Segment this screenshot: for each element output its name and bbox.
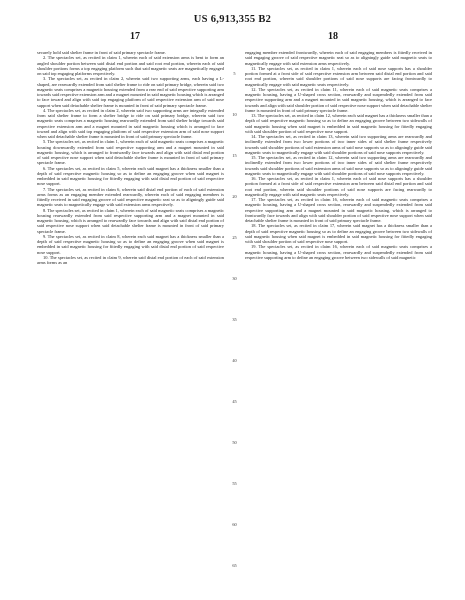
line-number: 5	[233, 71, 236, 76]
claim-paragraph: 17. The spectacles set, as recited in claim 16, wherein each of said magnetic seats comprises a magnetic housing, having a U-shaped cross section, rearwardly and suspendedly extended from said respective supporting arm and a magnet mounted in said magnetic housing, which is arranged to frontwardly face towards and align with said shoulder portion of said respective nose support when said detachable shelter frame is mounted in front of said primary spectacle frame.	[245, 197, 432, 223]
patent-number: US 6,913,355 B2	[193, 14, 272, 25]
line-number: 60	[232, 522, 237, 527]
line-number: 50	[232, 440, 237, 445]
line-number: 45	[232, 399, 237, 404]
claim-paragraph: 15. The spectacles set, as recited in claim 12, wherein said two supporting arms are rearwardly and inclinedly extended from two lower portions of two inner sides of said shelter frame respectively towards said shoulder portions of said extension arms of said nose supports so as to aligningly guide said magnetic seats to magnetically engage with said shoulder portions of said nose supports respectively.	[245, 155, 432, 176]
claim-paragraph: 12. The spectacles set, as recited in claim 11, wherein each of said magnetic seats comprises a magnetic housing, having a U-shaped cross section, rearwardly and suspendedly extended from said respective supporting arm and a magnet mounted in said magnetic housing, which is arranged to face towards and align with said shoulder portion of said respective nose support when said detachable shelter frame is mounted in front of said primary spectacle frame.	[245, 86, 432, 113]
line-number: 55	[232, 481, 237, 486]
right-column-text	[245, 50, 432, 260]
claim-paragraph: 13. The spectacles set, as recited in claim 12, wherein each said magnet has a thickness smaller than a depth of said respective magnetic housing so as to define an engaging groove between two sidewalls of said magnetic housing when said magnet is embedded in said magnetic housing for fittedly engaging with said shoulder portion of said respective nose support.	[245, 113, 432, 134]
claim-paragraph: 19. The spectacles set, as recited in claim 16, wherein each of said magnetic seats comprises a magnetic housing, having a U-shaped cross section, rearwardly and suspendedly extended from said respective supporting arm to define an engaging groove between two sidewalls of said magnetic	[245, 244, 432, 260]
claim-paragraph: 8. The spectacles set, as recited in claim 1, wherein each of said magnetic seats comprises a magnetic housing rearwardly extended from said respective supporting arm and a magnet mounted in said magnetic housing, which is arranged to rearwardly face towards and align with said distal end portion of said respective nose support when said detachable shelter frame is mounted in front of said primary spectacle frame.	[37, 207, 224, 234]
claim-paragraph: 5. The spectacles set, as recited in claim 1, wherein each of said magnetic seats comprises a magnetic housing downwardly extended from said respective supporting arm and a magnet mounted in said magnetic housing, which is arranged to frontwardly face towards and align with said distal end portion of said respective nose support when said detachable shelter frame is mounted in front of said primary spectacle frame.	[37, 139, 224, 166]
line-number: 40	[232, 358, 237, 363]
line-number: 65	[232, 563, 237, 568]
claim-paragraph: 14. The spectacles set, as recited in claim 13, wherein said two supporting arms are rearwardly and inclinedly extended from two lower portions of two inner sides of said shelter frame respectively towards said shoulder portions of said extension arms of said nose supports so as to aligningly guide said magnetic seats to magnetically engage with said shoulder portions of said nose supports respectively.	[245, 134, 432, 155]
claim-paragraph: 16. The spectacles set, as recited in claim 1, wherein each of said nose supports has a shoulder portion formed at a front side of said respective extension arm between said distal end portion and said root end portion, wherein said shoulder portions of said nose supports are facing rearwardly to magnetically engage with said magnetic seats respectively.	[245, 176, 432, 197]
claim-paragraph: 18. The spectacles set, as recited in claim 17, wherein said magnet has a thickness smaller than a depth of said respective magnetic housing so as to define an engaging groove between two sidewalls of said magnetic housing when said magnet is embedded in said magnetic housing for fittedly engaging with said shoulder portion of said respective nose support.	[245, 223, 432, 244]
claim-paragraph: engaging member extended frontwardly, wherein each of said engaging members is fittedly received in said engaging groove of said respective magnetic seat so as to aligningly guide said magnetic seats to magnetically engage with said extension arms respectively.	[245, 50, 432, 66]
claim-paragraph: 11. The spectacles set, as recited in claim 1, wherein each of said nose supports has a shoulder portion formed at a front side of said respective extension arm between said distal end portion and said root end portion, wherein said shoulder portions of said nose supports are facing frontwardly to magnetically engage with said magnetic seats respectively.	[245, 65, 432, 87]
line-number: 25	[232, 235, 237, 240]
left-column-text	[37, 50, 224, 265]
right-column-number: 18	[328, 31, 338, 42]
left-column-number: 17	[130, 31, 140, 42]
line-number-gutter	[224, 50, 245, 590]
line-number: 35	[232, 317, 237, 322]
claim-paragraph: 3. The spectacles set, as recited in claim 2, wherein said two supporting arms, each having a L-shaped, are rearwardly extended from said shelter frame to ride on said primary bridge, wherein said two magnetic seats comprises a magnetic housing extended from a rear end of said respective supporting arm towards said respective extension arm and a magnet mounted in said magnetic housing which is arranged to face toward and align with said top engaging platform of said respective extension arm of said nose support when said detachable shelter frame is mounted in front of said primary spectacle frame.	[37, 76, 224, 108]
claim-paragraph: 9. The spectacles set, as recited in claim 8, wherein each said magnet has a thickness smaller than a depth of said respective magnetic housing so as to define an engaging groove when said magnet is embedded in said magnetic housing for fittedly engaging with said distal end portion of said respective nose support.	[37, 233, 224, 255]
claim-paragraph: 6. The spectacles set, as recited in claim 5, wherein each said magnet has a thickness smaller than a depth of said respective magnetic housing so as to define an engaging groove when said magnet is embedded in said magnetic housing for fittedly engaging with said distal end portion of said respective nose support.	[37, 165, 224, 187]
claim-paragraph: 2. The spectacles set, as recited in claim 1, wherein each of said extension arms is bent to form an angled shoulder portion between said distal end portion and said root end portion, wherein each of said shoulder portions forms a top engaging platform such that said magnetic seats are magnetically engaged on said top engaging platforms respectively.	[37, 55, 224, 76]
claim-paragraph: securely hold said shelter frame in front of said primary spectacle frame.	[37, 50, 166, 55]
line-number: 10	[232, 112, 237, 117]
claim-paragraph: 10. The spectacles set, as recited in claim 9, wherein said distal end portion of each of said extension arms forms as an	[37, 254, 224, 265]
line-number: 15	[232, 153, 237, 158]
claim-paragraph: 4. The spectacles set, as recited in claim 2, wherein said two supporting arms are integrally extended from said shelter frame to form a shelter bridge to ride on said primary bridge, wherein said two magnetic seats comprises a magnetic housing rearwardly extended from said shelter bridge towards said respective extension arm and a magnet mounted in said magnetic housing which is arranged to face toward and align with said top engaging platform of said respective extension arm of said nose support when said detachable shelter frame is mounted in front of said primary spectacle frame.	[37, 107, 224, 139]
line-number: 30	[232, 276, 237, 281]
line-number: 20	[232, 194, 237, 199]
claim-paragraph: 7. The spectacles set, as recited in claim 6, wherein said distal end portion of each of said extension arms forms as an engaging member extended rearwardly, wherein each of said engaging members is fittedly received in said engaging groove of said respective magnetic seat so as to aligningly guide said magnetic seats to magnetically engage with said extension arms respectively.	[37, 186, 224, 208]
